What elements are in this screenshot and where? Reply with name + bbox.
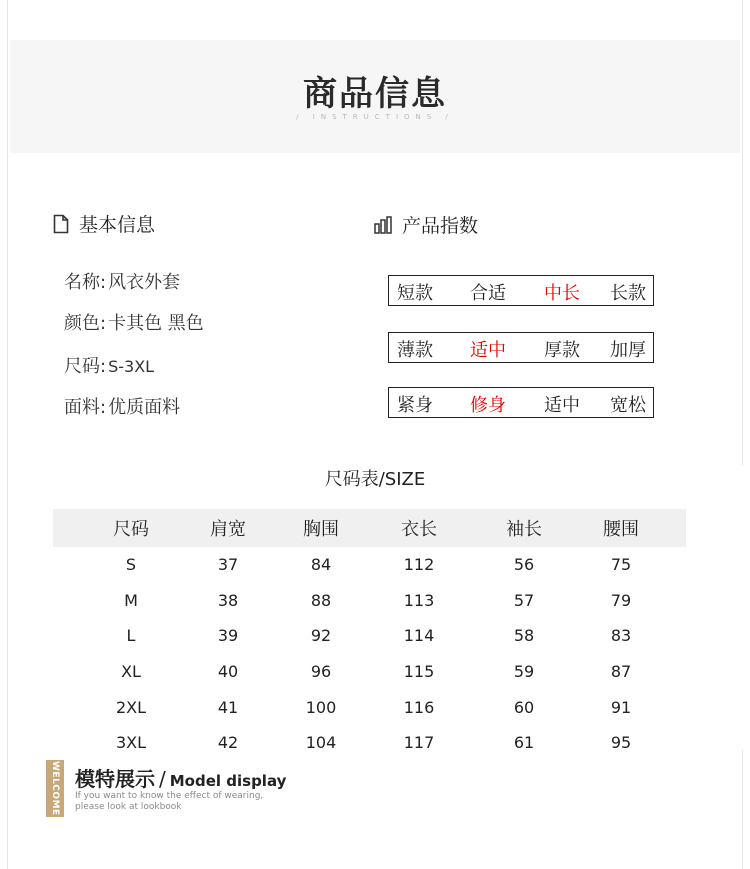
frame-line-left: [7, 0, 8, 869]
table-cell: 84: [310, 555, 332, 575]
info-line-fabric: [64, 393, 180, 419]
table-cell: 104: [305, 733, 337, 753]
frame-line-right: [742, 0, 743, 465]
table-row: [53, 618, 686, 654]
index-option: 适中: [544, 395, 580, 416]
size-header-cell: 袖长: [506, 519, 542, 540]
table-cell: 41: [217, 697, 239, 717]
info-value: 风衣外套: [108, 272, 181, 293]
table-cell: 96: [310, 662, 332, 682]
table-cell: 116: [403, 697, 435, 717]
table-cell: 61: [513, 733, 535, 753]
index-option: 薄款: [397, 340, 433, 361]
index-option-selected: 中长: [544, 283, 580, 304]
table-cell: 100: [305, 697, 337, 717]
table-cell: 112: [403, 555, 435, 575]
table-row: [53, 547, 686, 583]
index-option: 合适: [470, 283, 506, 304]
table-cell: 59: [513, 662, 535, 682]
basic-info-heading-text: 基本信息: [79, 214, 156, 236]
index-option-selected: 适中: [470, 340, 506, 361]
index-option: 紧身: [397, 395, 433, 416]
table-cell: 88: [310, 590, 332, 610]
table-cell: 40: [217, 662, 239, 682]
table-cell: 115: [403, 662, 435, 682]
page-subtitle: / INSTRUCTIONS /: [296, 113, 454, 121]
info-line-name: [64, 268, 180, 294]
table-cell: 58: [513, 626, 535, 646]
index-option: 加厚: [610, 340, 646, 361]
size-header-cell: 肩宽: [210, 519, 246, 540]
size-table: [53, 509, 686, 761]
size-header-cell: 衣长: [401, 519, 437, 540]
table-cell: 42: [217, 733, 239, 753]
table-cell: S: [125, 555, 137, 575]
info-line-color: [64, 309, 204, 335]
info-line-size: [64, 352, 154, 378]
model-sub-line2: please look at lookbook: [75, 802, 182, 812]
table-cell: 113: [403, 590, 435, 610]
welcome-badge: [46, 760, 64, 817]
table-cell: 57: [513, 590, 535, 610]
table-row: [53, 689, 686, 725]
index-option-selected: 修身: [470, 395, 506, 416]
document-icon: [53, 214, 69, 234]
product-index-heading-text: 产品指数: [402, 215, 479, 237]
size-table-header: [53, 509, 686, 547]
table-cell: XL: [121, 662, 141, 682]
table-row: [53, 654, 686, 690]
table-cell: 37: [217, 555, 239, 575]
product-index-heading: [374, 211, 478, 238]
size-header-cell: 尺码: [113, 519, 149, 540]
bar-chart-icon: [374, 216, 392, 234]
table-cell: 117: [403, 733, 435, 753]
header-band: [10, 40, 740, 153]
table-cell: 95: [610, 733, 632, 753]
page-title: 商品信息: [303, 74, 447, 114]
model-title-en: Model display: [169, 772, 287, 790]
table-row: [53, 583, 686, 619]
index-row-length: [388, 275, 654, 306]
info-value: 卡其色 黑色: [108, 313, 204, 334]
index-option: 长款: [610, 283, 646, 304]
index-option: 宽松: [610, 395, 646, 416]
table-cell: 92: [310, 626, 332, 646]
table-cell: 38: [217, 590, 239, 610]
table-cell: 60: [513, 697, 535, 717]
info-label: 颜色:: [64, 313, 107, 334]
size-chart-title: 尺码表/SIZE: [324, 469, 426, 490]
info-value: S-3XL: [108, 357, 155, 376]
index-option: 短款: [397, 283, 433, 304]
table-cell: 79: [610, 590, 632, 610]
frame-line-right-lower: [742, 750, 743, 869]
table-cell: 91: [610, 697, 632, 717]
model-title-separator: /: [159, 767, 166, 791]
model-sub-line1: If you want to know the effect of wearing,: [75, 791, 264, 801]
info-label: 尺码:: [64, 356, 107, 377]
index-option: 厚款: [544, 340, 580, 361]
model-display-title: [75, 763, 286, 792]
info-value: 优质面料: [108, 397, 181, 418]
index-row-fit: [388, 387, 654, 418]
table-cell: 2XL: [115, 697, 147, 717]
basic-info-heading: [53, 210, 155, 237]
table-cell: 39: [217, 626, 239, 646]
table-cell: 3XL: [115, 733, 147, 753]
model-title-cn: 模特展示: [75, 767, 155, 791]
table-cell: 87: [610, 662, 632, 682]
size-header-cell: 胸围: [303, 519, 339, 540]
index-row-thickness: [388, 332, 654, 363]
info-label: 面料:: [64, 397, 107, 418]
info-label: 名称:: [64, 272, 107, 293]
model-display-subtitle: [75, 791, 263, 813]
table-cell: 56: [513, 555, 535, 575]
table-cell: 83: [610, 626, 632, 646]
table-cell: 114: [403, 626, 435, 646]
table-cell: L: [126, 626, 136, 646]
table-cell: M: [124, 590, 138, 610]
welcome-badge-text: WELCOME: [50, 761, 60, 816]
size-header-cell: 腰围: [603, 519, 639, 540]
table-row: [53, 725, 686, 761]
table-cell: 75: [610, 555, 632, 575]
